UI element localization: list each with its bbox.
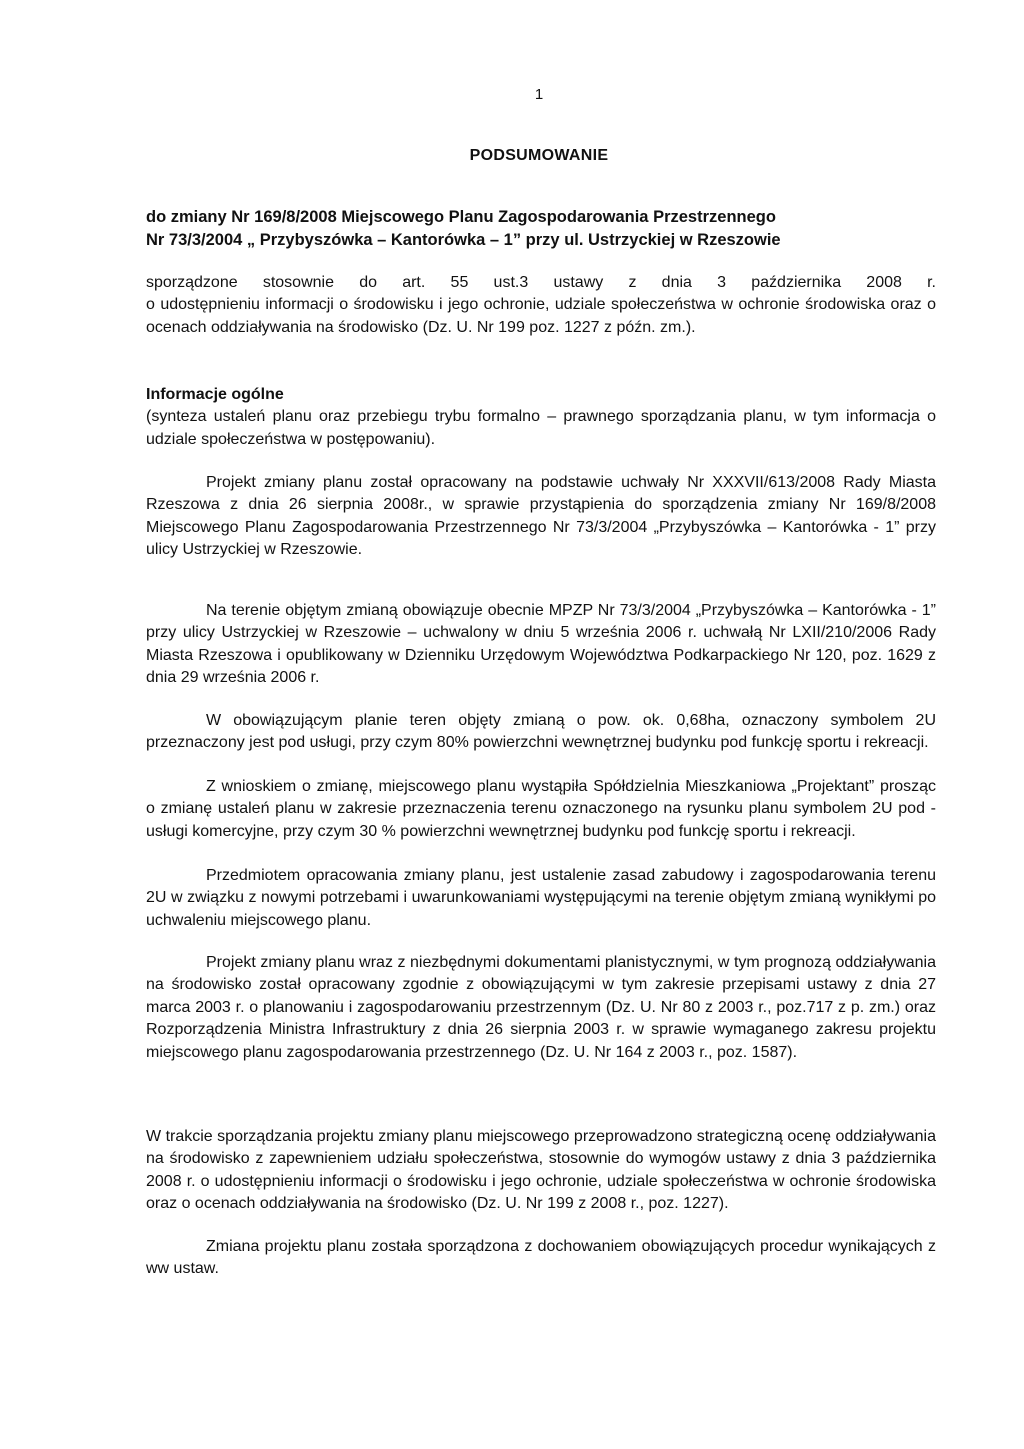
page-number: 1 — [534, 86, 544, 103]
paragraph-text: W obowiązującym planie teren objęty zmianą o pow. ok. 0,68ha, oznaczony symbolem 2U przeznaczony jest pod usługi, przy czym 80% powierzchni wewnętrznej budynku pod funkcję sportu i rekreacji. — [146, 712, 936, 752]
paragraph-area — [146, 710, 936, 755]
document-subject: do zmiany Nr 169/8/2008 Miejscowego Planu Zagospodarowania Przestrzennego Nr 73/3/2004 „ Przybyszówka – Kantorówka – 1” przy ul. Ustrzyckiej w Rzeszowie — [146, 208, 781, 249]
paragraph-text: Projekt zmiany planu wraz z niezbędnymi dokumentami planistycznymi, w tym prognozą oddziaływania na środowisko został opracowany zgodnie z obowiązującymi w tym zakresie przepisami ustawy z dnia 27 marca 2003 r. o planowaniu i zagospodarowaniu przestrzennym (Dz. U. Nr 80 z 2003 r., poz.717 z p. zm.) oraz Rozporządzenia Ministra Infrastruktury z dnia 26 sierpnia 2003 r. w sprawie wymaganego zakresu projektu miejscowego planu zagospodarowania przestrzennego (Dz. U. Nr 164 z 2003 r., poz. 1587). — [146, 954, 936, 1061]
paragraph-current-plan — [146, 600, 936, 690]
paragraph-application — [146, 776, 936, 843]
legal-basis-text: o udostępnieniu informacji o środowisku i jego ochronie, udziale społeczeństwa w ochronie środowiska oraz o ocenach oddziaływania na środowisko (Dz. U. Nr 199 poz. 1227 z późn. zm.). — [146, 296, 936, 336]
legal-basis — [146, 272, 936, 339]
paragraph-text: Przedmiotem opracowania zmiany planu, jest ustalenie zasad zabudowy i zagospodarowania terenu 2U w związku z nowymi potrzebami i uwarunkowaniami występującymi na terenie objętym zmianą wynikłymi po uchwaleniu miejscowego planu. — [146, 867, 936, 929]
document-title: PODSUMOWANIE — [469, 147, 609, 164]
paragraph-text: Projekt zmiany planu został opracowany na podstawie uchwały Nr XXXVII/613/2008 Rady Miasta Rzeszowa z dnia 26 sierpnia 2008r., w sprawie przystąpienia do sporządzenia zmiany Nr 169/8/2008 Miejscowego Planu Zagospodarowania Przestrzennego Nr 73/3/2004 „Przybyszówka – Kantorówka - 1” przy ulicy Ustrzyckiej w Rzeszowie. — [146, 474, 936, 559]
paragraph-text: Zmiana projektu planu została sporządzona z dochowaniem obowiązujących procedur wynikających z ww ustaw. — [146, 1238, 936, 1278]
legal-basis-line-1: sporządzone stosownie do art. 55 ust.3 ustawy z dnia 3 października 2008 r. — [146, 274, 936, 291]
general-info-section — [146, 384, 936, 451]
paragraph-resolution — [146, 472, 936, 562]
general-info-description: (synteza ustaleń planu oraz przebiegu trybu formalno – prawnego sporządzania planu, w tym informacja o udziale społeczeństwa w postępowaniu). — [146, 408, 936, 448]
paragraph-subject — [146, 865, 936, 932]
paragraph-text: W trakcie sporządzania projektu zmiany planu miejscowego przeprowadzono strategiczną ocenę oddziaływania na środowisko z zapewnieniem udziału społeczeństwa, stosownie do wymogów ustawy z dnia 3 października 2008 r. o udostępnieniu informacji o środowisku i jego ochronie, udziale społeczeństwa w ochronie środowiska oraz o ocenach oddziaływania na środowisko (Dz. U. Nr 199 z 2008 r., poz. 1227). — [146, 1128, 936, 1213]
paragraph-text: Z wnioskiem o zmianę, miejscowego planu wystąpiła Spółdzielnia Mieszkaniowa „Projektant” prosząc o zmianę ustaleń planu w zakresie przeznaczenia terenu oznaczonego na rysunku planu symbolem 2U pod - usługi komercyjne, przy czym 30 % powierzchni wewnętrznej budynku pod funkcję sportu i rekreacji. — [146, 778, 936, 840]
paragraph-assessment — [146, 1126, 936, 1216]
paragraph-documents — [146, 952, 936, 1064]
general-info-heading: Informacje ogólne — [146, 386, 284, 403]
paragraph-conclusion — [146, 1236, 936, 1281]
paragraph-text: Na terenie objętym zmianą obowiązuje obecnie MPZP Nr 73/3/2004 „Przybyszówka – Kantorówka - 1” przy ulicy Ustrzyckiej w Rzeszowie – uchwalony w dniu 5 września 2006 r. uchwałą Nr LXII/210/2006 Rady Miasta Rzeszowa i opublikowany w Dzienniku Urzędowym Województwa Podkarpackiego Nr 120, poz. 1629 z dnia 29 września 2006 r. — [146, 602, 936, 687]
